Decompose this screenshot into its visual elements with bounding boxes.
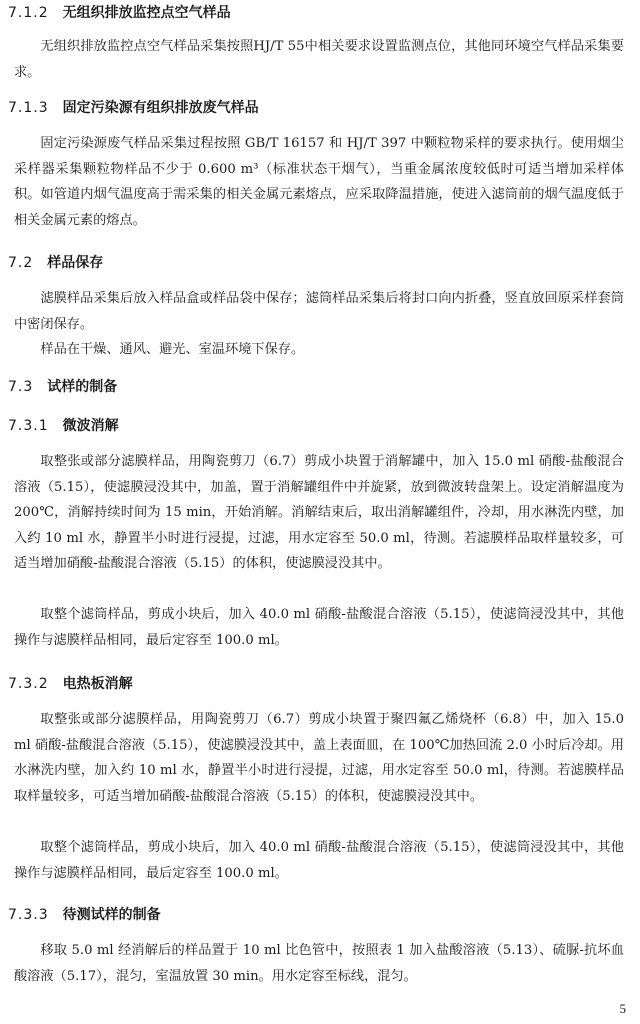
section-number: 7.3 (8, 379, 34, 395)
section-number: 7.3.1 (8, 418, 49, 434)
paragraph: 取整个滤筒样品，剪成小块后，加入 40.0 ml 硝酸-盐酸混合溶液（5.15），使滤筒浸没其中，其他操作与滤膜样品相同，最后定容至 100.0 ml。 (14, 607, 624, 648)
section-heading-7-1-2 (8, 4, 632, 22)
section-title: 固定污染源有组织排放废气样品 (62, 100, 259, 116)
section-heading-7-2 (8, 254, 632, 272)
section-title: 试样的制备 (47, 379, 118, 395)
section-heading-7-3-1 (8, 417, 632, 435)
paragraph: 样品在干燥、通风、避光、室温环境下保存。 (40, 342, 305, 357)
section-heading-7-3-2 (8, 675, 632, 693)
paragraph: 取整张或部分滤膜样品，用陶瓷剪刀（6.7）剪成小块置于聚四氟乙烯烧杯（6.8）中，加入 15.0 ml 硝酸-盐酸混合溶液（5.15），使滤膜浸没其中，盖上表面皿，在 100℃加热回流 2.0 小时后冷却。用水淋洗内壁，加入约 10 ml 水，静置半小时进行浸提，过滤，用水定容至 50.0 ml，待测。若滤膜样品取样量较多，可适当增加硝酸-盐酸混合溶液（5.15）的体积，使滤膜浸没其中。 (14, 712, 624, 804)
section-title: 电热板消解 (62, 676, 133, 692)
section-title: 样品保存 (47, 255, 104, 271)
paragraph: 取整个滤筒样品，剪成小块后，加入 40.0 ml 硝酸-盐酸混合溶液（5.15），使滤筒浸没其中，其他操作与滤膜样品相同，最后定容至 100.0 ml。 (14, 840, 624, 881)
section-title: 微波消解 (62, 418, 119, 434)
paragraph: 取整张或部分滤膜样品，用陶瓷剪刀（6.7）剪成小块置于消解罐中，加入 15.0 ml 硝酸-盐酸混合溶液（5.15），使滤膜浸没其中，加盖，置于消解罐组件中并旋紧，放到微波转盘架上。设定消解温度为 200℃，消解持续时间为 15 min，开始消解。消解结束后，取出消解罐组件，冷却，用水淋洗内壁，加入约 10 ml 水，静置半小时进行浸提，过滤，用水定容至 50.0 ml，待测。若滤膜样品取样量较多，可适当增加硝酸-盐酸混合溶液（5.15）的体积，使滤膜浸没其中。 (14, 454, 624, 571)
section-title: 无组织排放监控点空气样品 (62, 5, 231, 21)
page-number: 5 (619, 1001, 626, 1016)
paragraph: 滤膜样品采集后放入样品盒或样品袋中保存；滤筒样品采集后将封口向内折叠，竖直放回原采样套筒中密闭保存。 (14, 291, 624, 332)
section-number: 7.3.2 (8, 676, 49, 692)
section-number: 7.1.3 (8, 100, 49, 116)
section-number: 7.3.3 (8, 907, 49, 923)
section-heading-7-1-3 (8, 99, 632, 117)
paragraph: 移取 5.0 ml 经消解后的样品置于 10 ml 比色管中，按照表 1 加入盐酸溶液（5.13）、硫脲-抗坏血酸溶液（5.17），混匀，室温放置 30 min。用水定容至标线，混匀。 (14, 943, 624, 984)
paragraph: 固定污染源废气样品采集过程按照 GB/T 16157 和 HJ/T 397 中颗粒物采样的要求执行。使用烟尘采样器采集颗粒物样品不少于 0.600 m³（标准状态干烟气），当重金属浓度较低时可适当增加采样体积。如管道内烟气温度高于需采集的相关金属元素熔点，应采取降温措施，使进入滤筒前的烟气温度低于相关金属元素的熔点。 (14, 136, 624, 228)
paragraph: 无组织排放监控点空气样品采集按照HJ/T 55中相关要求设置监测点位，其他同环境空气样品采集要求。 (14, 39, 624, 80)
section-title: 待测试样的制备 (62, 907, 161, 923)
section-heading-7-3-3 (8, 906, 632, 924)
section-number: 7.1.2 (8, 5, 49, 21)
section-heading-7-3 (8, 378, 632, 396)
section-number: 7.2 (8, 255, 34, 271)
